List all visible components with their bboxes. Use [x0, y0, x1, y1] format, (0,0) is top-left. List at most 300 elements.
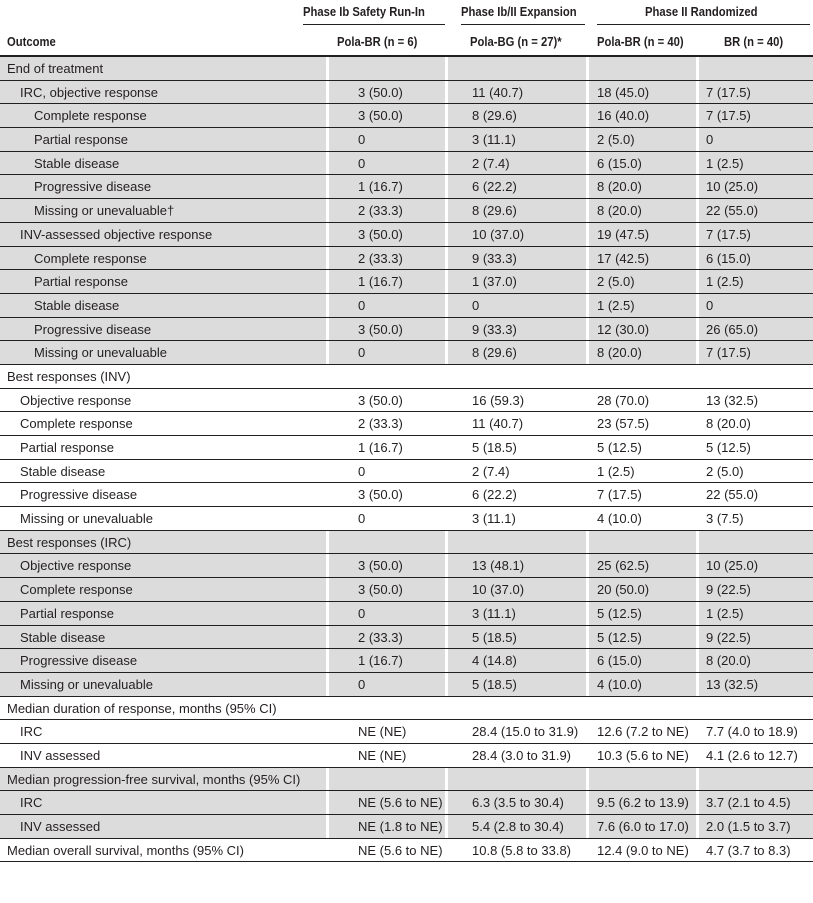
row-label: IRC [20, 795, 43, 811]
cell-pola-bg-27: 5 (18.5) [472, 676, 517, 692]
column-gap [586, 57, 589, 80]
cell-br-40: 4.1 (2.6 to 12.7) [706, 747, 798, 763]
column-gap [445, 649, 448, 672]
row-label: IRC, objective response [20, 84, 159, 100]
cell-pola-bg-27: 2 (7.4) [472, 155, 510, 171]
row-label: Best responses (IRC) [7, 534, 132, 550]
row-label: Missing or unevaluable [20, 511, 153, 527]
column-gap [326, 602, 329, 625]
table-row [0, 57, 813, 81]
table-row [0, 791, 813, 815]
row-label: Stable disease [34, 155, 120, 171]
table-row [0, 673, 813, 697]
column-gap [445, 318, 448, 341]
column-gap [326, 270, 329, 293]
cell-br-40: 3.7 (2.1 to 4.5) [706, 795, 791, 811]
column-gap [445, 81, 448, 104]
table-row [0, 602, 813, 626]
column-gap [696, 294, 699, 317]
cell-br-40: 6 (15.0) [706, 250, 751, 266]
column-gap [696, 128, 699, 151]
column-gap [586, 199, 589, 222]
row-label: INV-assessed objective response [20, 226, 213, 242]
column-gap [696, 199, 699, 222]
column-gap [445, 697, 448, 720]
row-label: Best responses (INV) [7, 368, 131, 384]
column-gap [696, 223, 699, 246]
column-gap [586, 531, 589, 554]
cell-pola-bg-27: 3 (11.1) [472, 132, 516, 148]
column-gap [696, 81, 699, 104]
row-label: INV assessed [20, 747, 101, 763]
column-gap [445, 460, 448, 483]
column-gap [696, 57, 699, 80]
cell-pola-br-6: 0 [358, 605, 366, 621]
column-gap [326, 412, 329, 435]
column-gap [326, 649, 329, 672]
cell-br-40: 13 (32.5) [706, 676, 759, 692]
column-gap [586, 128, 589, 151]
column-gap [586, 152, 589, 175]
table-row [0, 270, 813, 294]
column-gap [586, 507, 589, 530]
row-label: INV assessed [20, 819, 101, 834]
cell-pola-br-6: 3 (50.0) [358, 487, 403, 503]
column-gap [445, 483, 448, 506]
cell-pola-br-40: 28 (70.0) [597, 392, 650, 408]
cell-pola-br-6: 1 (16.7) [358, 440, 403, 455]
cell-pola-br-40: 18 (45.0) [597, 84, 650, 100]
column-gap [445, 768, 448, 791]
column-gap [326, 152, 329, 175]
table-row [0, 104, 813, 128]
cell-pola-bg-27: 0 [472, 297, 480, 313]
table-row [0, 81, 813, 105]
column-gap [586, 318, 589, 341]
column-gap [445, 247, 448, 270]
cell-pola-bg-27: 5.4 (2.8 to 30.4) [472, 819, 564, 834]
group-header-phase-ib: Phase Ib Safety Run-In [303, 5, 425, 19]
row-label: Median overall survival, months (95% CI) [7, 842, 244, 858]
column-gap [586, 602, 589, 625]
column-gap [445, 104, 448, 127]
column-gap [326, 460, 329, 483]
column-gap [696, 483, 699, 506]
column-gap [696, 649, 699, 672]
column-gap [445, 270, 448, 293]
cell-pola-bg-27: 9 (33.3) [472, 250, 517, 266]
cell-br-40: 1 (2.5) [706, 605, 744, 621]
table-row [0, 294, 813, 318]
column-gap [696, 460, 699, 483]
column-gap [445, 175, 448, 198]
table-row [0, 175, 813, 199]
cell-pola-br-40: 4 (10.0) [597, 676, 642, 692]
table-row [0, 744, 813, 768]
column-gap [696, 270, 699, 293]
cell-br-40: 3 (7.5) [706, 511, 744, 527]
column-gap [445, 602, 448, 625]
column-gap [696, 507, 699, 530]
table-row [0, 697, 813, 721]
cell-pola-br-40: 2 (5.0) [597, 132, 635, 148]
row-label: Partial response [20, 605, 114, 621]
cell-pola-br-6: 2 (33.3) [358, 203, 403, 219]
cell-pola-br-40: 12 (30.0) [597, 321, 650, 337]
row-label: Complete response [34, 108, 147, 124]
column-gap [326, 223, 329, 246]
column-header-pola-br-6: Pola-BR (n = 6) [337, 35, 418, 49]
cell-pola-bg-27: 13 (48.1) [472, 558, 525, 574]
row-label: Missing or unevaluable† [34, 203, 175, 219]
cell-pola-br-6: NE (NE) [358, 724, 407, 740]
column-gap [326, 744, 329, 767]
column-gap [445, 294, 448, 317]
table-row [0, 365, 813, 389]
column-gap [326, 294, 329, 317]
cell-pola-br-40: 6 (15.0) [597, 155, 642, 171]
cell-pola-br-6: 0 [358, 345, 366, 361]
column-gap [586, 389, 589, 412]
column-gap [586, 744, 589, 767]
column-gap [445, 57, 448, 80]
cell-br-40: 2.0 (1.5 to 3.7) [706, 819, 791, 834]
column-gap [326, 673, 329, 696]
cell-br-40: 0 [706, 297, 714, 313]
table-row [0, 531, 813, 555]
row-label: Complete response [34, 250, 147, 266]
column-gap [445, 389, 448, 412]
table-row [0, 128, 813, 152]
table-row [0, 389, 813, 413]
cell-br-40: 7 (17.5) [706, 226, 751, 242]
cell-br-40: 2 (5.0) [706, 463, 744, 479]
cell-pola-br-40: 10.3 (5.6 to NE) [597, 747, 689, 763]
column-gap [586, 626, 589, 649]
table-row [0, 483, 813, 507]
row-label: Progressive disease [20, 653, 138, 669]
column-gap [696, 720, 699, 743]
cell-pola-bg-27: 28.4 (3.0 to 31.9) [472, 747, 572, 763]
cell-br-40: 9 (22.5) [706, 629, 751, 645]
cell-pola-br-6: 2 (33.3) [358, 250, 403, 266]
table-row [0, 839, 813, 863]
row-label: Progressive disease [20, 487, 138, 503]
column-gap [586, 649, 589, 672]
cell-br-40: 8 (20.0) [706, 653, 751, 669]
cell-pola-bg-27: 4 (14.8) [472, 653, 517, 669]
cell-pola-br-40: 2 (5.0) [597, 274, 635, 290]
cell-br-40: 7 (17.5) [706, 84, 751, 100]
column-gap [326, 839, 329, 862]
column-gap [445, 839, 448, 862]
column-header-row [0, 28, 813, 54]
group-header-phase-ii: Phase II Randomized [645, 5, 758, 19]
row-label: Progressive disease [34, 321, 152, 337]
cell-br-40: 7 (17.5) [706, 345, 751, 361]
cell-pola-br-6: NE (5.6 to NE) [358, 842, 443, 858]
column-gap [696, 744, 699, 767]
cell-pola-bg-27: 10.8 (5.8 to 33.8) [472, 842, 572, 858]
table-row [0, 199, 813, 223]
column-gap [586, 768, 589, 791]
column-gap [445, 554, 448, 577]
table-row [0, 152, 813, 176]
cell-pola-br-6: 2 (33.3) [358, 416, 403, 432]
column-gap [586, 554, 589, 577]
column-gap [326, 389, 329, 412]
cell-pola-br-40: 4 (10.0) [597, 511, 642, 527]
row-label: Median progression-free survival, months (95% CI) [7, 771, 301, 787]
column-gap [445, 507, 448, 530]
cell-br-40: 7 (17.5) [706, 108, 751, 124]
row-label: Stable disease [20, 629, 106, 645]
column-gap [586, 412, 589, 435]
column-gap [326, 815, 329, 838]
column-gap [586, 247, 589, 270]
table-row [0, 768, 813, 792]
cell-pola-br-6: 0 [358, 155, 366, 171]
row-label: Partial response [34, 132, 128, 148]
column-gap [696, 673, 699, 696]
column-gap [326, 626, 329, 649]
column-gap [586, 578, 589, 601]
table-row [0, 247, 813, 271]
cell-pola-br-6: 3 (50.0) [358, 392, 403, 408]
cell-pola-bg-27: 2 (7.4) [472, 463, 510, 479]
column-gap [696, 839, 699, 862]
column-group-header-row [0, 0, 813, 28]
row-label: Complete response [20, 582, 133, 598]
cell-br-40: 10 (25.0) [706, 558, 759, 574]
group-header-phase-ib-ii: Phase Ib/II Expansion [461, 5, 577, 19]
cell-pola-br-6: 0 [358, 511, 366, 527]
column-gap [696, 791, 699, 814]
row-label: Partial response [34, 274, 128, 290]
table-row [0, 341, 813, 365]
column-header-br-40: BR (n = 40) [724, 35, 784, 49]
group-underline [303, 24, 445, 25]
cell-pola-br-6: 2 (33.3) [358, 629, 403, 645]
column-gap [586, 365, 589, 388]
cell-pola-br-40: 9.5 (6.2 to 13.9) [597, 795, 689, 811]
column-gap [326, 247, 329, 270]
column-gap [696, 697, 699, 720]
cell-pola-br-40: 12.4 (9.0 to NE) [597, 842, 689, 858]
table-row [0, 554, 813, 578]
column-gap [445, 199, 448, 222]
cell-pola-bg-27: 8 (29.6) [472, 108, 517, 124]
row-label: IRC [20, 724, 43, 740]
cell-pola-br-6: 0 [358, 463, 366, 479]
column-gap [586, 223, 589, 246]
cell-pola-br-6: 3 (50.0) [358, 226, 403, 242]
group-underline [597, 24, 810, 25]
cell-pola-br-6: 1 (16.7) [358, 274, 403, 290]
cell-pola-bg-27: 11 (40.7) [472, 84, 524, 100]
column-gap [445, 365, 448, 388]
cell-pola-br-6: 1 (16.7) [358, 179, 403, 195]
column-gap [696, 768, 699, 791]
column-gap [696, 578, 699, 601]
column-gap [696, 436, 699, 459]
cell-pola-bg-27: 8 (29.6) [472, 345, 517, 361]
column-gap [696, 531, 699, 554]
cell-pola-br-40: 17 (42.5) [597, 250, 650, 266]
column-gap [696, 104, 699, 127]
cell-pola-br-6: 3 (50.0) [358, 84, 403, 100]
column-gap [326, 318, 329, 341]
table-row [0, 649, 813, 673]
column-gap [445, 791, 448, 814]
column-gap [586, 720, 589, 743]
column-gap [326, 199, 329, 222]
cell-pola-bg-27: 6.3 (3.5 to 30.4) [472, 795, 564, 811]
column-gap [326, 768, 329, 791]
cell-pola-br-40: 7.6 (6.0 to 17.0) [597, 819, 689, 834]
group-underline [461, 24, 585, 25]
cell-br-40: 10 (25.0) [706, 179, 759, 195]
cell-pola-br-6: NE (1.8 to NE) [358, 819, 443, 834]
column-gap [326, 578, 329, 601]
column-gap [586, 270, 589, 293]
column-gap [326, 104, 329, 127]
table-body [0, 57, 813, 862]
column-header-pola-bg-27: Pola-BG (n = 27)* [470, 35, 562, 49]
cell-pola-br-40: 12.6 (7.2 to NE) [597, 724, 689, 740]
column-header-pola-br-40: Pola-BR (n = 40) [597, 35, 684, 49]
row-label: Progressive disease [34, 179, 152, 195]
cell-pola-br-6: 3 (50.0) [358, 321, 403, 337]
column-gap [586, 436, 589, 459]
column-gap [445, 412, 448, 435]
column-gap [586, 697, 589, 720]
column-gap [696, 602, 699, 625]
column-gap [586, 81, 589, 104]
column-gap [586, 104, 589, 127]
column-gap [326, 483, 329, 506]
column-gap [445, 578, 448, 601]
column-gap [586, 673, 589, 696]
cell-pola-bg-27: 10 (37.0) [472, 226, 525, 242]
cell-pola-br-40: 5 (12.5) [597, 440, 642, 455]
cell-pola-br-40: 19 (47.5) [597, 226, 650, 242]
column-gap [586, 175, 589, 198]
column-gap [586, 815, 589, 838]
column-gap [445, 223, 448, 246]
cell-pola-br-40: 7 (17.5) [597, 487, 642, 503]
cell-pola-br-40: 16 (40.0) [597, 108, 650, 124]
column-gap [326, 436, 329, 459]
column-gap [326, 720, 329, 743]
row-label: Missing or unevaluable [20, 676, 153, 692]
cell-pola-bg-27: 1 (37.0) [472, 274, 517, 290]
column-gap [326, 81, 329, 104]
table-row [0, 578, 813, 602]
column-gap [326, 365, 329, 388]
column-gap [696, 341, 699, 364]
cell-pola-br-6: 0 [358, 132, 366, 148]
cell-pola-br-40: 5 (12.5) [597, 605, 642, 621]
column-gap [326, 791, 329, 814]
cell-br-40: 7.7 (4.0 to 18.9) [706, 724, 798, 740]
table-row [0, 460, 813, 484]
column-gap [445, 720, 448, 743]
column-gap [696, 318, 699, 341]
column-gap [326, 531, 329, 554]
column-gap [445, 744, 448, 767]
cell-pola-br-40: 23 (57.5) [597, 416, 650, 432]
cell-br-40: 9 (22.5) [706, 582, 751, 598]
column-gap [696, 175, 699, 198]
column-gap [586, 483, 589, 506]
column-gap [326, 507, 329, 530]
table-row [0, 223, 813, 247]
column-header-outcome: Outcome [7, 35, 56, 49]
cell-pola-br-6: 3 (50.0) [358, 108, 403, 124]
cell-pola-bg-27: 5 (18.5) [472, 629, 517, 645]
column-gap [445, 815, 448, 838]
column-gap [696, 365, 699, 388]
column-gap [696, 626, 699, 649]
cell-pola-br-40: 25 (62.5) [597, 558, 650, 574]
column-gap [586, 791, 589, 814]
cell-pola-br-6: 0 [358, 297, 366, 313]
row-label: Objective response [20, 558, 132, 574]
cell-br-40: 5 (12.5) [706, 440, 751, 455]
column-gap [445, 128, 448, 151]
cell-pola-bg-27: 5 (18.5) [472, 440, 517, 455]
cell-pola-bg-27: 3 (11.1) [472, 511, 516, 527]
cell-pola-bg-27: 10 (37.0) [472, 582, 525, 598]
row-label: End of treatment [7, 61, 104, 76]
column-gap [326, 175, 329, 198]
cell-pola-bg-27: 3 (11.1) [472, 605, 516, 621]
column-gap [696, 554, 699, 577]
cell-pola-br-6: 0 [358, 676, 366, 692]
cell-pola-br-6: 1 (16.7) [358, 653, 403, 669]
table-row [0, 318, 813, 342]
cell-pola-bg-27: 11 (40.7) [472, 416, 524, 432]
column-gap [586, 341, 589, 364]
column-gap [326, 341, 329, 364]
cell-pola-br-6: 3 (50.0) [358, 558, 403, 574]
table-row [0, 626, 813, 650]
row-label: Complete response [20, 416, 133, 432]
column-gap [326, 128, 329, 151]
cell-br-40: 26 (65.0) [706, 321, 759, 337]
cell-pola-bg-27: 16 (59.3) [472, 392, 525, 408]
column-gap [326, 697, 329, 720]
column-gap [445, 673, 448, 696]
row-label: Objective response [20, 392, 132, 408]
cell-pola-br-40: 8 (20.0) [597, 345, 642, 361]
table-row [0, 436, 813, 460]
column-gap [445, 341, 448, 364]
cell-pola-br-6: 3 (50.0) [358, 582, 403, 598]
cell-pola-br-40: 8 (20.0) [597, 203, 642, 219]
cell-pola-bg-27: 9 (33.3) [472, 321, 517, 337]
column-gap [696, 389, 699, 412]
row-label: Median duration of response, months (95% CI) [7, 700, 277, 716]
cell-pola-br-6: NE (5.6 to NE) [358, 795, 443, 811]
cell-pola-br-40: 8 (20.0) [597, 179, 642, 195]
cell-pola-br-40: 1 (2.5) [597, 463, 635, 479]
column-gap [696, 152, 699, 175]
column-gap [445, 531, 448, 554]
column-gap [586, 294, 589, 317]
row-label: Stable disease [34, 297, 120, 313]
